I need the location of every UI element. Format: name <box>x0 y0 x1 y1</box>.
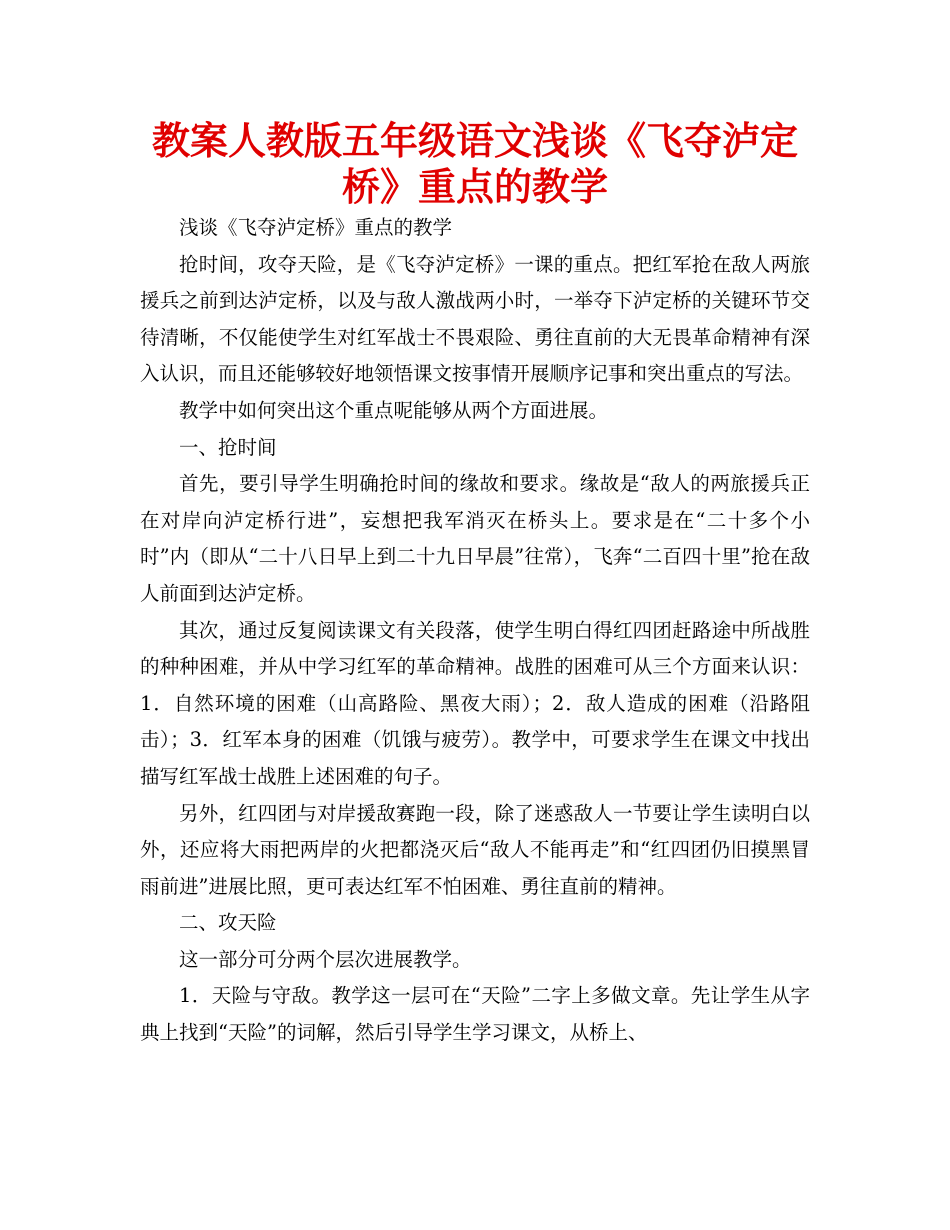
body-paragraph: 其次，通过反复阅读课文有关段落，使学生明白得红四团赶路途中所战胜的种种困难，并从中学习红军的革命精神。战胜的困难可从三个方面来认识：1．自然环境的困难（山高路险、黑夜大雨）；2．敌人造成的困难（沿路阻击）；3．红军本身的困难（饥饿与疲劳）。教学中，可要求学生在课文中找出描写红军战士战胜上述困难的句子。 <box>140 618 810 788</box>
body-paragraph: 首先，要引导学生明确抢时间的缘故和要求。缘故是“敌人的两旅援兵正在对岸向泸定桥行进”，妄想把我军消灭在桥头上。要求是在“二十多个小时”内（即从“二十八日早上到二十九日早晨”往常），飞奔“二百四十里”抢在敌人前面到达泸定桥。 <box>140 472 810 605</box>
section-heading: 二、攻天险 <box>179 911 277 935</box>
body-paragraph: 另外，红四团与对岸援敌赛跑一段，除了迷惑敌人一节要让学生读明白以外，还应将大雨把两岸的火把都浇灭后“敌人不能再走”和“红四团仍旧摸黑冒雨前进”进展比照，更可表达红军不怕困难、勇往直前的精神。 <box>140 801 810 898</box>
body-paragraph: 抢时间，攻夺天险，是《飞夺泸定桥》一课的重点。把红军抢在敌人两旅援兵之前到达泸定桥，以及与敌人激战两小时，一举夺下泸定桥的关键环节交待清晰，不仅能使学生对红军战士不畏艰险、勇往直前的大无畏革命精神有深入认识，而且还能够较好地领悟课文按事情开展顺序记事和突出重点的写法。 <box>140 252 810 386</box>
document-title: 教案人教版五年级语文浅谈《飞夺泸定桥》重点的教学 <box>151 119 798 209</box>
section-heading: 一、抢时间 <box>179 435 277 459</box>
document-body <box>140 210 810 1052</box>
body-paragraph: 教学中如何突出这个重点呢能够从两个方面进展。 <box>179 398 609 422</box>
subtitle-paragraph: 浅谈《飞夺泸定桥》重点的教学 <box>179 216 453 239</box>
body-paragraph: 1．天险与守敌。教学这一层可在“天险”二字上多做文章。先让学生从字典上找到“天险”的词解，然后引导学生学习课文，从桥上、 <box>140 984 810 1045</box>
body-paragraph: 这一部分可分两个层次进展教学。 <box>179 947 472 971</box>
